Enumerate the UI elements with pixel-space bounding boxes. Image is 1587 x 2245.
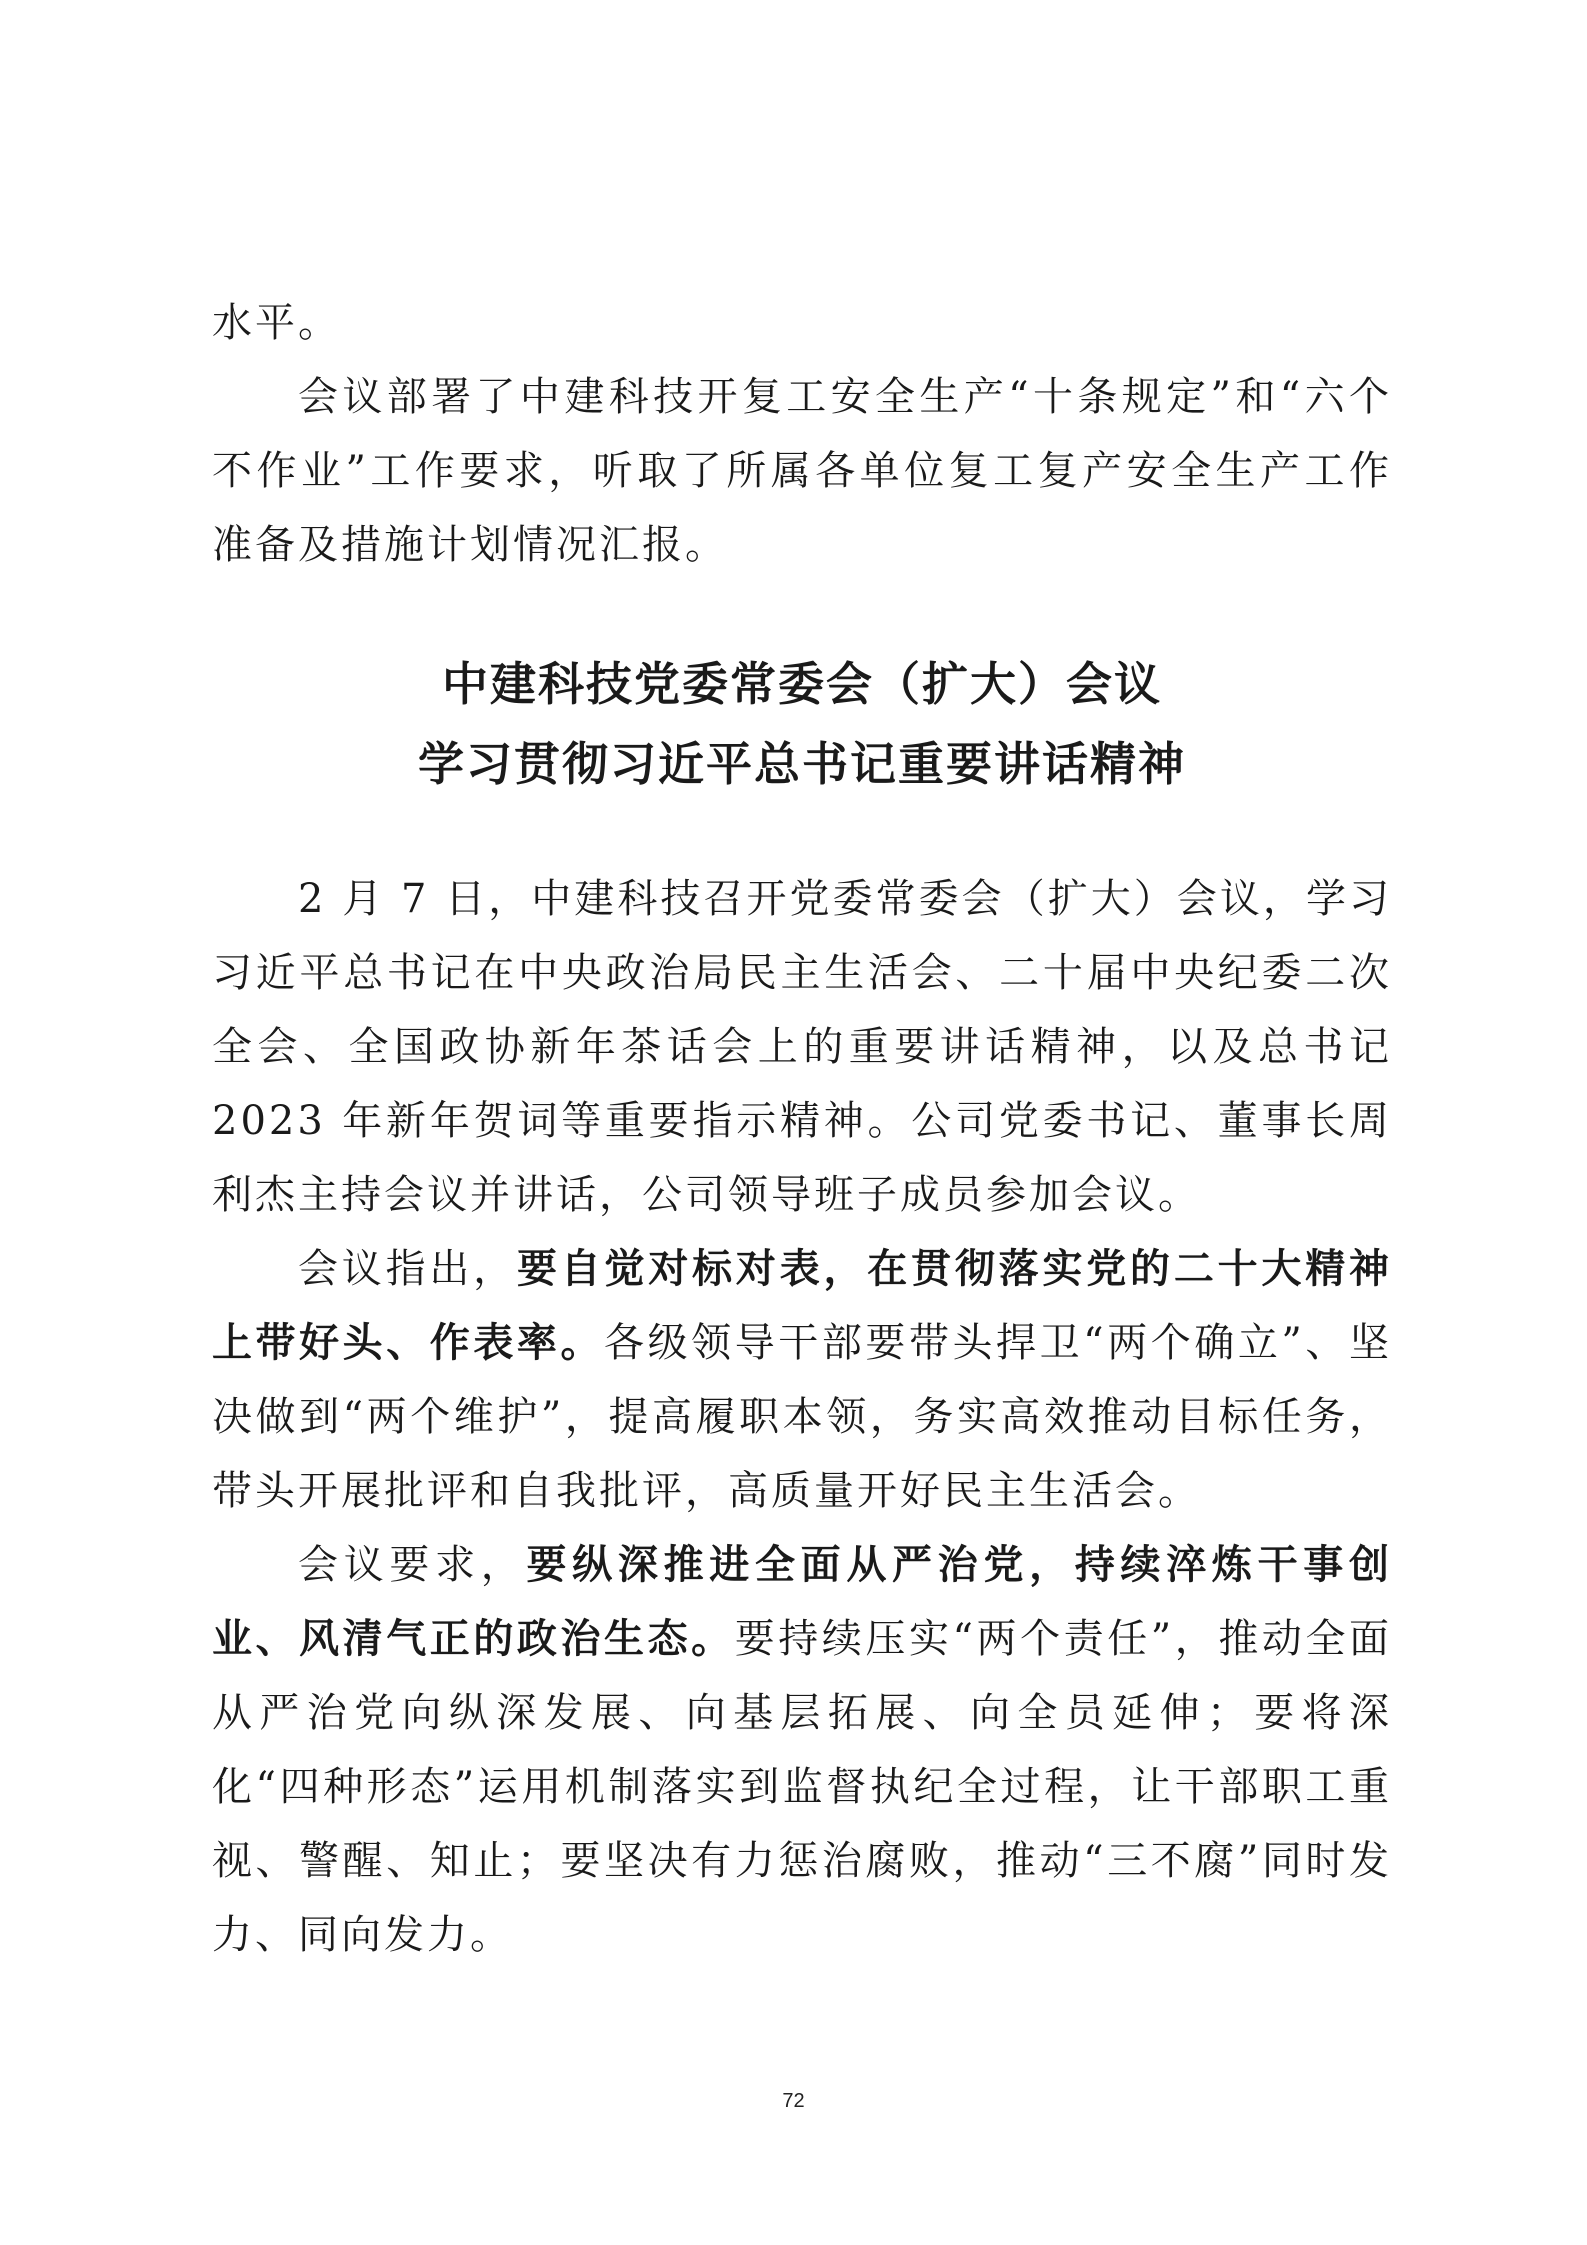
paragraph-body: 各级领导干部要带头捍卫“两个确立”、坚决做到“两个维护”，提高履职本领，务实高效推动目标任务，带头开展批评和自我批评，高质量开好民主生活会。	[212, 1320, 1392, 1514]
paragraph-lead: 会议指出，	[298, 1246, 517, 1292]
paragraph-meeting-intro: 2 月 7 日，中建科技召开党委常委会（扩大）会议，学习习近平总书记在中央政治局民主生活会、二十届中央纪委二次全会、全国政协新年茶话会上的重要讲话精神，以及总书记 2023 年新年贺词等重要指示精神。公司党委书记、董事长周利杰主持会议并讲话，公司领导班子成员参加会议。	[212, 876, 1392, 1218]
heading-line-2: 学习贯彻习近平总书记重要讲话精神	[418, 737, 1186, 791]
paragraph-meeting-requirements	[212, 1528, 1392, 1972]
paragraph-lead: 会议要求，	[298, 1542, 527, 1588]
emphasis-text: 要纵深推进全面从严治党，持续淬炼干事创业、风清气正的政治生态。	[212, 1542, 1393, 1662]
paragraph-deployment: 会议部署了中建科技开复工安全生产“十条规定”和“六个不作业”工作要求，听取了所属各单位复工复产安全生产工作准备及措施计划情况汇报。	[212, 374, 1392, 568]
paragraph-continued: 水平。	[212, 300, 341, 346]
paragraph-meeting-points	[212, 1232, 1392, 1528]
emphasis-text: 要自觉对标对表，在贯彻落实党的二十大精神上带好头、作表率。	[212, 1246, 1393, 1366]
text-section-top	[212, 286, 1392, 582]
heading-line-1: 中建科技党委常委会（扩大）会议	[442, 657, 1162, 711]
paragraph-body: 要持续压实“两个责任”，推动全面从严治党向纵深发展、向基层拓展、向全员延伸；要将深化“四种形态”运用机制落实到监督执纪全过程，让干部职工重视、警醒、知止；要坚决有力惩治腐败，推动“三不腐”同时发力、同向发力。	[212, 1616, 1393, 1958]
section-heading	[212, 644, 1392, 804]
page-number: 72	[782, 2090, 805, 2112]
text-section-main	[212, 862, 1392, 1972]
